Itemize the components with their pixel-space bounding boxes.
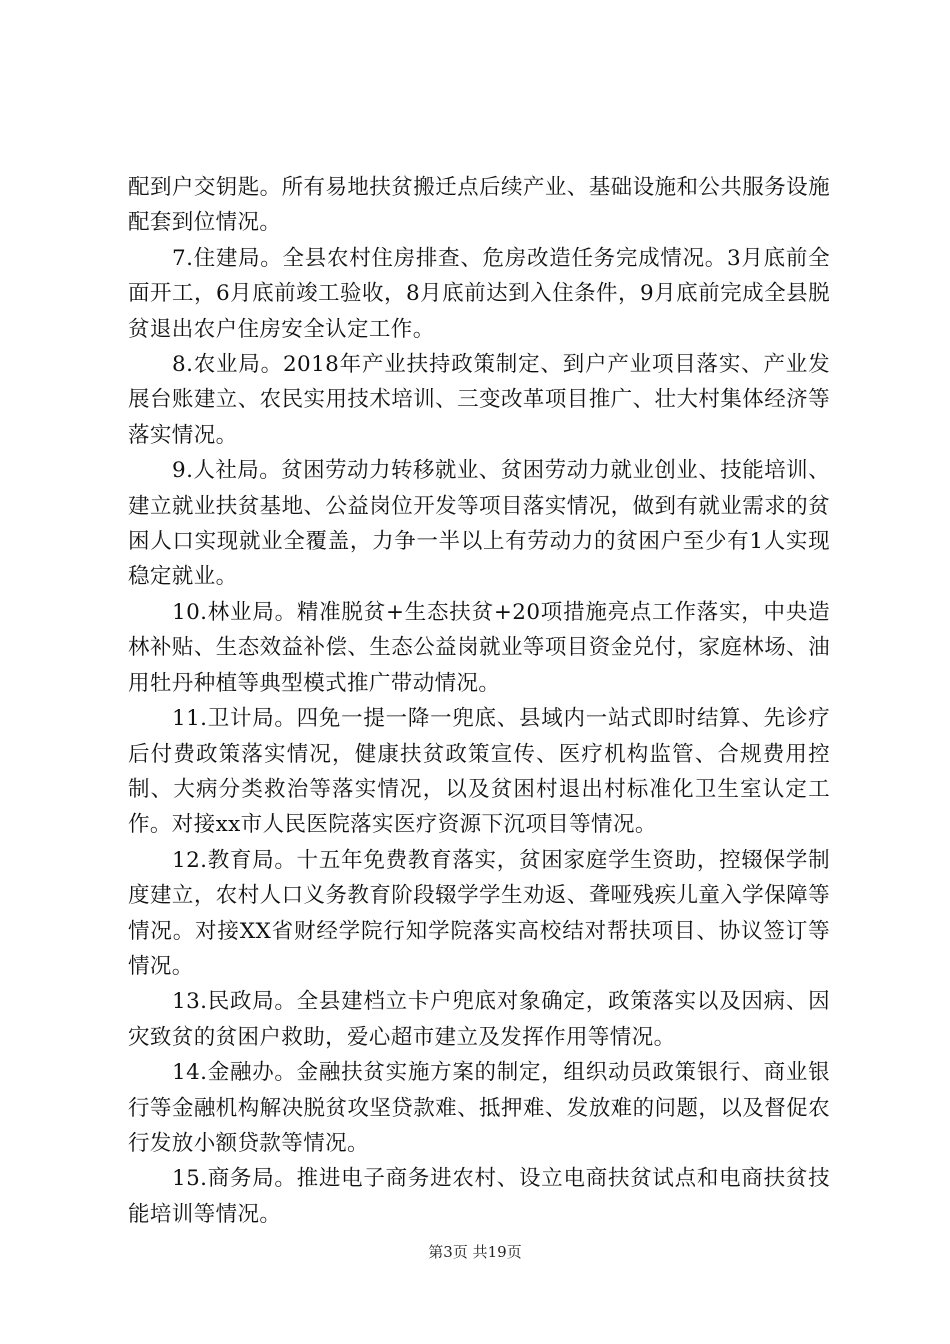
paragraph-9: 14.金融办。金融扶贫实施方案的制定，组织动员政策银行、商业银行等金融机构解决脱贫攻坚贷款难、抵押难、发放难的问题，以及督促农行发放小额贷款等情况。 [128, 1060, 830, 1156]
paragraph-2: 7.住建局。全县农村住房排查、危房改造任务完成情况。3月底前全面开工，6月底前竣工验收，8月底前达到入住条件，9月底前完成全县脱贫退出农户住房安全认定工作。 [128, 245, 830, 342]
page-number-footer: 第3页 共19页 [428, 1243, 522, 1261]
paragraph-1: 配到户交钥匙。所有易地扶贫搬迁点后续产业、基础设施和公共服务设施配套到位情况。 [128, 175, 830, 236]
paragraph-8: 13.民政局。全县建档立卡户兜底对象确定，政策落实以及因病、因灾致贫的贫困户救助，爱心超市建立及发挥作用等情况。 [128, 989, 830, 1050]
paragraph-7: 12.教育局。十五年免费教育落实，贫困家庭学生资助，控辍保学制度建立，农村人口义务教育阶段辍学学生劝返、聋哑残疾儿童入学保障等情况。对接XX省财经学院行知学院落实高校结对帮扶项目、协议签订等情况。 [128, 847, 830, 979]
paragraph-3: 8.农业局。2018年产业扶持政策制定、到户产业项目落实、产业发展台账建立、农民实用技术培训、三变改革项目推广、壮大村集体经济等落实情况。 [128, 352, 830, 448]
paragraph-6: 11.卫计局。四免一提一降一兜底、县域内一站式即时结算、先诊疗后付费政策落实情况，健康扶贫政策宣传、医疗机构监管、合规费用控制、大病分类救治等落实情况，以及贫困村退出村标准化卫生室认定工作。对接xx市人民医院落实医疗资源下沉项目等情况。 [128, 706, 830, 838]
document-body [128, 170, 830, 1232]
paragraph-5: 10.林业局。精准脱贫+生态扶贫+20项措施亮点工作落实，中央造林补贴、生态效益补偿、生态公益岗就业等项目资金兑付，家庭林场、油用牡丹种植等典型模式推广带动情况。 [128, 599, 830, 696]
paragraph-4: 9.人社局。贫困劳动力转移就业、贫困劳动力就业创业、技能培训、建立就业扶贫基地、公益岗位开发等项目落实情况，做到有就业需求的贫困人口实现就业全覆盖，力争一半以上有劳动力的贫困户至少有1人实现稳定就业。 [128, 458, 830, 590]
paragraph-10: 15.商务局。推进电子商务进农村、设立电商扶贫试点和电商扶贫技能培训等情况。 [128, 1166, 830, 1227]
